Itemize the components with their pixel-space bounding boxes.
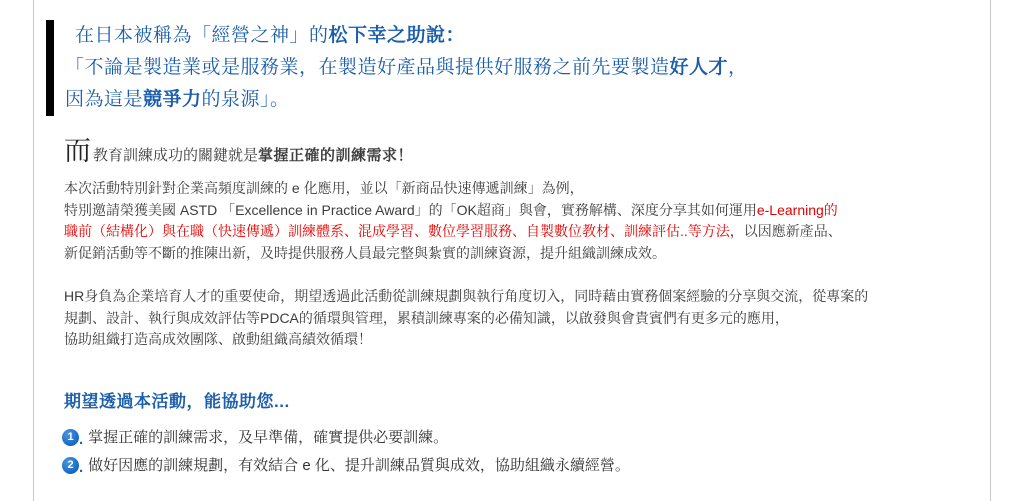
quote-line-2-tail: ， xyxy=(728,57,748,78)
content-page xyxy=(33,0,991,501)
intro-line-3-highlight: 職前（結構化）與在職（快速傳遞）訓練體系、混成學習、數位學習服務、自製數位教材、訓練評估..等方法 xyxy=(64,223,730,239)
benefit-2-number-dot: . xyxy=(79,458,84,476)
quote-line-1-bold: 松下幸之助說： xyxy=(328,25,466,46)
quote-block xyxy=(46,20,990,116)
benefit-1-text: 掌握正確的訓練需求，及早準備，確實提供必要訓練。 xyxy=(88,428,449,446)
quote-line-3 xyxy=(65,84,748,116)
benefit-1-number-dot: . xyxy=(79,430,84,448)
benefit-2-text: 做好因應的訓練規劃，有效結合 e 化、提升訓練品質與成效，協助組織永續經營。 xyxy=(88,456,630,474)
intro-line-2 xyxy=(64,200,966,222)
hr-line-3: 協助組織打造高成效團隊、啟動組織高績效循環！ xyxy=(64,331,372,347)
quote-line-3-tail: 的泉源」。 xyxy=(201,89,290,110)
quote-line-1-text: 在日本被稱為「經營之神」的 xyxy=(75,25,329,46)
intro-line-3-tail: ，以因應新產品、 xyxy=(729,223,842,239)
quote-line-3-text: 因為這是 xyxy=(65,89,144,110)
lead-text: 教育訓練成功的關鍵就是 xyxy=(93,147,259,164)
benefit-1-number-badge: 1 xyxy=(62,429,79,446)
quote-line-1 xyxy=(65,20,748,52)
lead-sentence xyxy=(64,138,990,165)
intro-line-3 xyxy=(64,221,966,243)
quote-line-3-bold: 競爭力 xyxy=(143,89,202,110)
quote-line-2-bold: 好人才 xyxy=(669,57,729,78)
benefit-item-1 xyxy=(62,424,990,451)
hr-line-1: HR身負為企業培育人才的重要使命，期望透過此活動從訓練規劃與執行角度切入，同時藉由實務個案經驗的分享與交流，從專案的 xyxy=(64,288,869,304)
intro-line-4: 新促銷活動等不斷的推陳出新，及時提供服務人員最完整與紮實的訓練資源，提升組織訓練成效。 xyxy=(64,244,666,261)
hr-line-2: 規劃、設計、執行與成效評估等PDCA的循環與管理，累積訓練專案的必備知識，以啟發與會貴賓們有更多元的應用， xyxy=(64,309,789,326)
quote-line-2 xyxy=(65,52,748,84)
quote-text xyxy=(54,20,748,116)
lead-bold: 掌握正確的訓練需求！ xyxy=(258,147,414,164)
intro-line-2-text: 特別邀請榮獲美國 ASTD 「Excellence in Practice Award」的「OK超商」與會，實務解構、深度分享其如何運用 xyxy=(64,201,757,218)
benefits-heading: 期望透過本活動，能協助您... xyxy=(64,391,290,411)
benefit-list xyxy=(62,424,990,479)
hr-paragraph xyxy=(64,286,966,351)
quote-line-2-text: 「不論是製造業或是服務業，在製造好產品與提供好服務之前先要製造 xyxy=(65,57,670,78)
intro-line-1: 本次活動特別針對企業高頻度訓練的 e 化應用，並以「新商品快速傳遞訓練」為例， xyxy=(64,180,584,196)
intro-line-2-highlight: e-Learning的 xyxy=(756,201,838,218)
lead-dropcap: 而 xyxy=(64,136,91,166)
benefit-2-number-badge: 2 xyxy=(62,457,79,474)
quote-accent-bar xyxy=(46,20,54,116)
intro-paragraph xyxy=(64,178,966,264)
benefit-item-2 xyxy=(62,452,990,479)
